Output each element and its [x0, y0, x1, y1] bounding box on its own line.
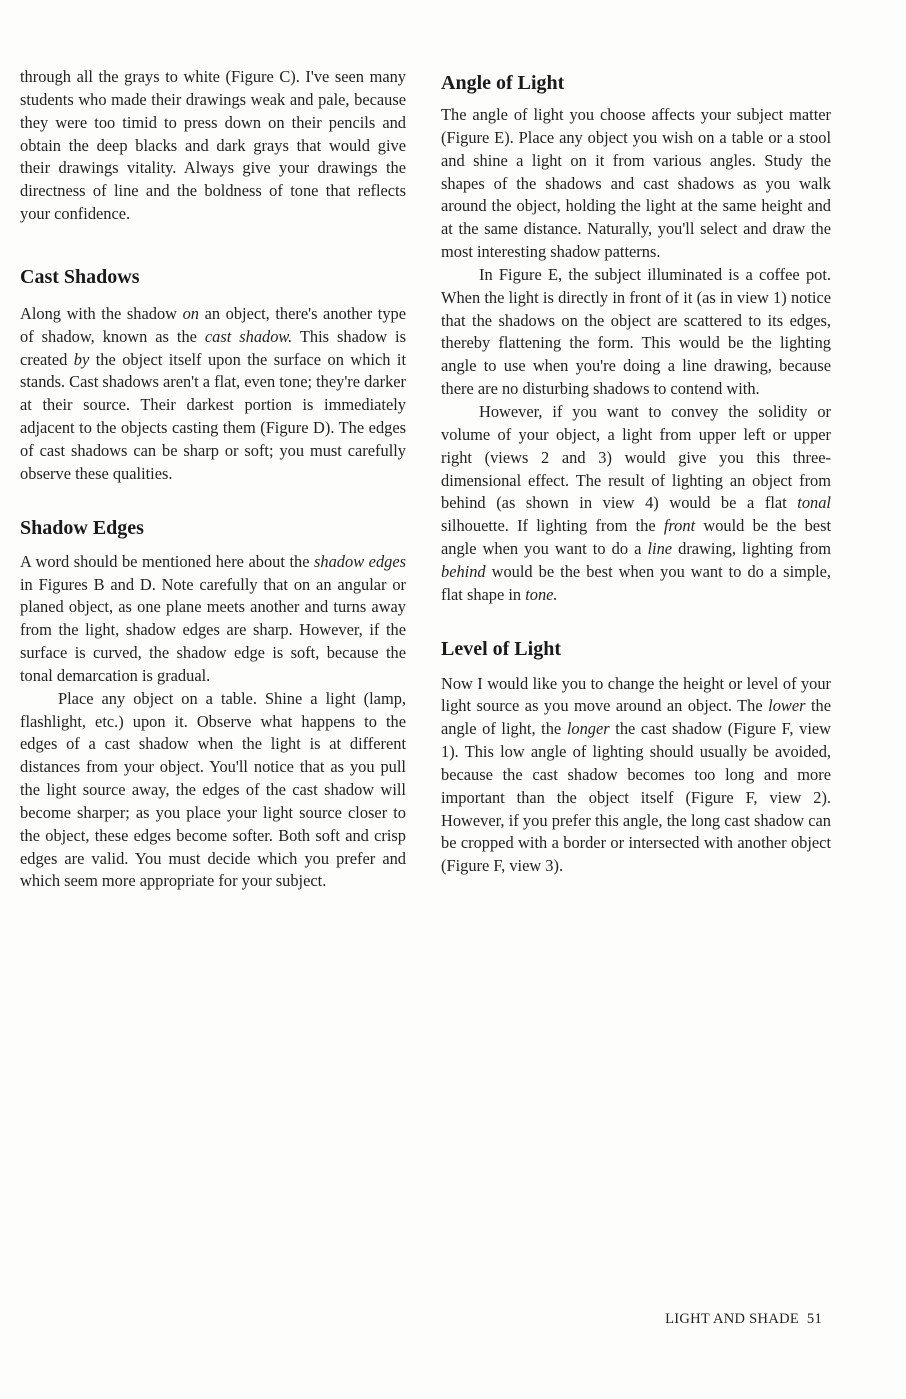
- page-footer: [665, 1311, 822, 1328]
- angle-of-light-paragraph-3: However, if you want to convey the solidity or volume of your object, a light from upper left or upper right (views 2 and 3) would give you this three-dimensional effect. The result of lighting an object from behind (as shown in view 4) would be a flat tonal silhouette. If lighting from the front would be the best angle when you want to do a line drawing, lighting from behind would be the best when you want to do a simple, flat shape in tone.: [441, 401, 831, 604]
- angle-of-light-heading: Angle of Light: [441, 72, 565, 94]
- cast-shadows-heading: Cast Shadows: [20, 265, 140, 288]
- shadow-edges-paragraph-2: Place any object on a table. Shine a light (lamp, flashlight, etc.) upon it. Observe what happens to the edges of a cast shadow when the light is at different distances from your object. You'll notice that as you pull the light source away, the edges of the cast shadow will become sharper; as you place your light source closer to the object, these edges become softer. Both soft and crisp edges are valid. You must decide which you prefer and which seem more appropriate for your subject.: [20, 688, 406, 891]
- shadow-edges-heading: Shadow Edges: [20, 516, 144, 539]
- left-column: [20, 66, 406, 893]
- level-of-light-heading: Level of Light: [441, 637, 561, 660]
- intro-paragraph: through all the grays to white (Figure C). I've seen many students who made their drawings weak and pale, because they were too timid to press down on their pencils and obtain the deep blacks and dark grays that would give their drawings vitality. Always give your drawings the directness of line and the boldness of tone that reflects your confidence.: [20, 67, 406, 224]
- right-column: [441, 72, 831, 878]
- page-number: 51: [806, 1311, 822, 1327]
- shadow-edges-paragraph-1: A word should be mentioned here about the shadow edges in Figures B and D. Note carefully that on an angular or planed object, as one plane meets another and turns away from the light, shadow edges are sharp. However, if the surface is curved, the shadow edge is soft, because the tonal demarcation is gradual.: [20, 551, 406, 685]
- angle-of-light-paragraph-2: In Figure E, the subject illuminated is a coffee pot. When the light is directly in front of it (as in view 1) notice that the shadows on the object are scattered to its edges, thereby flattening the form. This would be the lighting angle to use when you're doing a line drawing, because there are no disturbing shadows to contend with.: [441, 264, 831, 399]
- cast-shadows-paragraph: Along with the shadow on an object, there's another type of shadow, known as the cast shadow. This shadow is created by the object itself upon the surface on which it stands. Cast shadows aren't a flat, even tone; they're darker at their source. Their darkest portion is immediately adjacent to the objects casting them (Figure D). The edges of cast shadows can be sharp or soft; you must carefully observe these qualities.: [20, 303, 407, 483]
- running-title: LIGHT AND SHADE: [665, 1311, 800, 1327]
- level-of-light-paragraph: Now I would like you to change the height or level of your light source as you move around an object. The lower the angle of light, the longer the cast shadow (Figure F, view 1). This low angle of lighting should usually be avoided, because the cast shadow becomes too long and more important than the object itself (Figure F, view 2). However, if you prefer this angle, the long cast shadow can be cropped with a border or intersected with another object (Figure F, view 3).: [441, 673, 831, 876]
- angle-of-light-paragraph-1: The angle of light you choose affects your subject matter (Figure E). Place any object you wish on a table or a stool and shine a light on it from various angles. Study the shapes of the shadows and cast shadows as you walk around the object, holding the light at the same height and at the same distance. Naturally, you'll select and draw the most interesting shadow patterns.: [441, 105, 831, 262]
